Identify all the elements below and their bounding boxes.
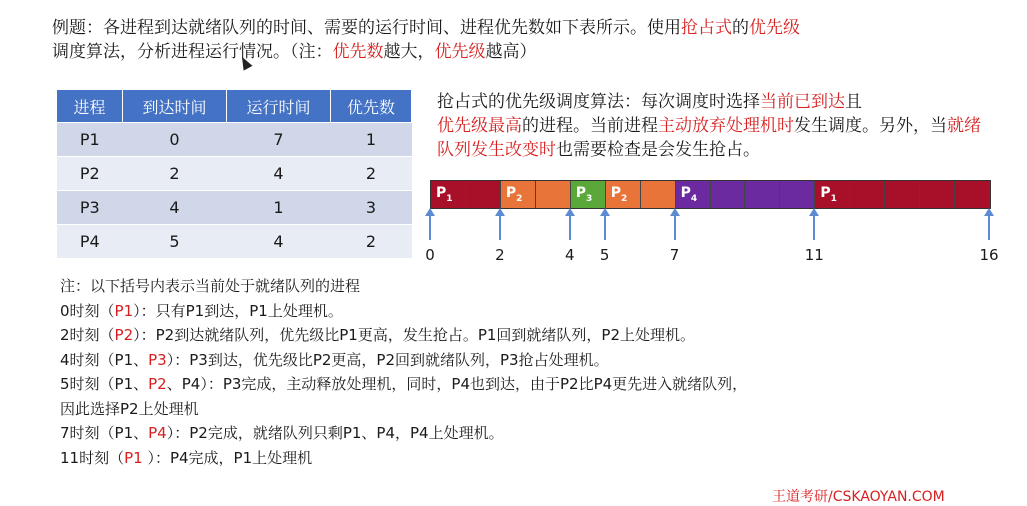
- gantt-time-slot: [536, 181, 571, 208]
- note-text: 5时刻（P1、: [60, 375, 149, 393]
- note-text: ）：P2到达就绪队列，优先级比P1更高，发生抢占。P1回到就绪队列，P2上处理机。: [133, 326, 695, 344]
- algorithm-explanation: [437, 90, 997, 162]
- note-highlight: P3: [148, 350, 167, 369]
- intro-highlight: 抢占式: [681, 18, 732, 38]
- table-cell: 5: [123, 225, 227, 259]
- note-highlight: P2: [148, 375, 167, 393]
- explain-text: 也需要检查是会发生抢占。: [556, 140, 760, 160]
- time-marker-arrow: [988, 212, 990, 240]
- intro-text: 调度算法，分析进程运行情况。（注：: [52, 42, 333, 62]
- note-line: [60, 348, 1000, 373]
- time-tick-label: 5: [599, 246, 610, 264]
- column-header: 进程: [57, 90, 123, 123]
- column-header: 运行时间: [227, 90, 331, 123]
- note-text: ）：只有P1到达，P1上处理机。: [133, 301, 343, 320]
- table-cell: 3: [331, 191, 412, 225]
- column-header: 优先数: [331, 90, 412, 123]
- note-highlight: P2: [114, 326, 134, 344]
- note-text: ）：P3到达，优先级比P2更高，P2回到就绪队列，P3抢占处理机。: [166, 350, 609, 369]
- table-cell: P1: [57, 123, 123, 157]
- time-tick-label: 2: [495, 246, 505, 264]
- intro-highlight: 优先级: [749, 18, 800, 38]
- intro-highlight: 优先级: [434, 42, 486, 62]
- gantt-segment-label: $P_2$: [505, 185, 523, 204]
- table-cell: 1: [331, 123, 412, 157]
- note-text: 7时刻（P1、: [60, 424, 149, 442]
- intro-text: 的: [732, 18, 749, 38]
- explain-text: 发生调度。另外，当: [794, 116, 947, 136]
- explain-highlight: 当前已到达: [760, 92, 845, 112]
- table-cell: P4: [57, 225, 123, 259]
- note-line: [60, 299, 1000, 324]
- table-row: [57, 225, 412, 259]
- gantt-time-slot: [641, 181, 676, 208]
- table-row: [57, 157, 412, 191]
- gantt-segment-label: $P_1$: [820, 185, 837, 204]
- time-tick-label: 0: [425, 246, 435, 264]
- time-tick-label: 11: [804, 246, 824, 264]
- gantt-segment-label: $P_4$: [680, 185, 698, 204]
- intro-text: 越高）: [485, 42, 537, 62]
- gantt-segment-label: $P_2$: [610, 185, 628, 204]
- table-cell: 2: [331, 225, 412, 259]
- explain-text: 抢占式的优先级调度算法：每次调度时选择: [437, 92, 760, 112]
- table-header-row: [57, 90, 412, 123]
- explain-highlight: 优先级最高: [437, 116, 522, 136]
- time-tick-label: 16: [979, 246, 999, 264]
- table-cell: 0: [123, 123, 227, 157]
- note-line: [60, 397, 1000, 422]
- gantt-time-slot: [711, 181, 746, 208]
- notes-list: [60, 274, 1000, 470]
- note-text: 因此选择P2上处理机: [60, 399, 199, 418]
- note-line: [60, 446, 1000, 471]
- gantt-segment-label: $P_1$: [436, 185, 453, 204]
- note-text: 注：以下括号内表示当前处于就绪队列的进程: [60, 277, 361, 295]
- note-highlight: P4: [148, 424, 167, 442]
- gantt-segment-label: $P_3$: [575, 185, 593, 204]
- gantt-chart: [430, 180, 991, 209]
- table-cell: P3: [57, 191, 123, 225]
- note-text: ）：P2完成，就绪队列只剩P1、P4，P4上处理机。: [166, 424, 504, 442]
- time-marker-arrow: [499, 212, 501, 240]
- time-marker-arrow: [674, 212, 676, 240]
- time-tick-label: 7: [669, 246, 680, 264]
- note-highlight: P1: [124, 448, 143, 467]
- gantt-time-slot: [955, 181, 990, 208]
- gantt-time-slot: [850, 181, 885, 208]
- explain-highlight: 主动放弃处理机时: [658, 116, 794, 136]
- time-tick-label: 4: [564, 246, 575, 264]
- note-text: 11时刻（: [60, 448, 125, 467]
- intro-paragraph: [52, 16, 982, 64]
- explain-text: 的进程。当前进程: [522, 116, 658, 136]
- process-table: [57, 90, 412, 259]
- note-line: [60, 323, 1000, 348]
- table-cell: P2: [57, 157, 123, 191]
- intro-text: 越大，: [383, 42, 435, 62]
- intro-highlight: 优先数: [332, 42, 384, 62]
- time-marker-arrow: [429, 212, 431, 240]
- table-row: [57, 191, 412, 225]
- note-line: [60, 274, 1000, 299]
- note-text: 2时刻（: [60, 326, 115, 344]
- table-cell: 2: [331, 157, 412, 191]
- column-header: 到达时间: [123, 90, 227, 123]
- note-text: ）：P4完成，P1上处理机: [142, 448, 313, 467]
- gantt-time-slot: [466, 181, 501, 208]
- note-text: 0时刻（: [60, 301, 115, 320]
- gantt-time-slot: [745, 181, 780, 208]
- intro-text: 例题：各进程到达就绪队列的时间、需要的运行时间、进程优先数如下表所示。使用: [52, 18, 681, 38]
- gantt-time-slot: [780, 181, 815, 208]
- explain-text: 且: [845, 92, 862, 112]
- table-cell: 4: [227, 225, 331, 259]
- explain-highlight: 就绪队列发生改变时: [437, 116, 981, 160]
- table-row: [57, 123, 412, 157]
- note-line: [60, 421, 1000, 446]
- table-cell: 7: [227, 123, 331, 157]
- note-text: 4时刻（P1、: [60, 350, 149, 369]
- time-marker-arrow: [569, 212, 571, 240]
- time-marker-arrow: [813, 212, 815, 240]
- note-text: 、P4）：P3完成，主动释放处理机，同时，P4也到达，由于P2比P4更先进入就绪队列，: [166, 375, 748, 393]
- time-marker-arrow: [604, 212, 606, 240]
- footer-watermark: 王道考研/CSKAOYAN.COM: [772, 489, 945, 505]
- note-highlight: P1: [114, 301, 134, 320]
- gantt-time-slot: [885, 181, 920, 208]
- gantt-time-slot: [920, 181, 955, 208]
- table-cell: 1: [227, 191, 331, 225]
- table-cell: 4: [227, 157, 331, 191]
- table-cell: 2: [123, 157, 227, 191]
- table-cell: 4: [123, 191, 227, 225]
- note-line: [60, 372, 1000, 397]
